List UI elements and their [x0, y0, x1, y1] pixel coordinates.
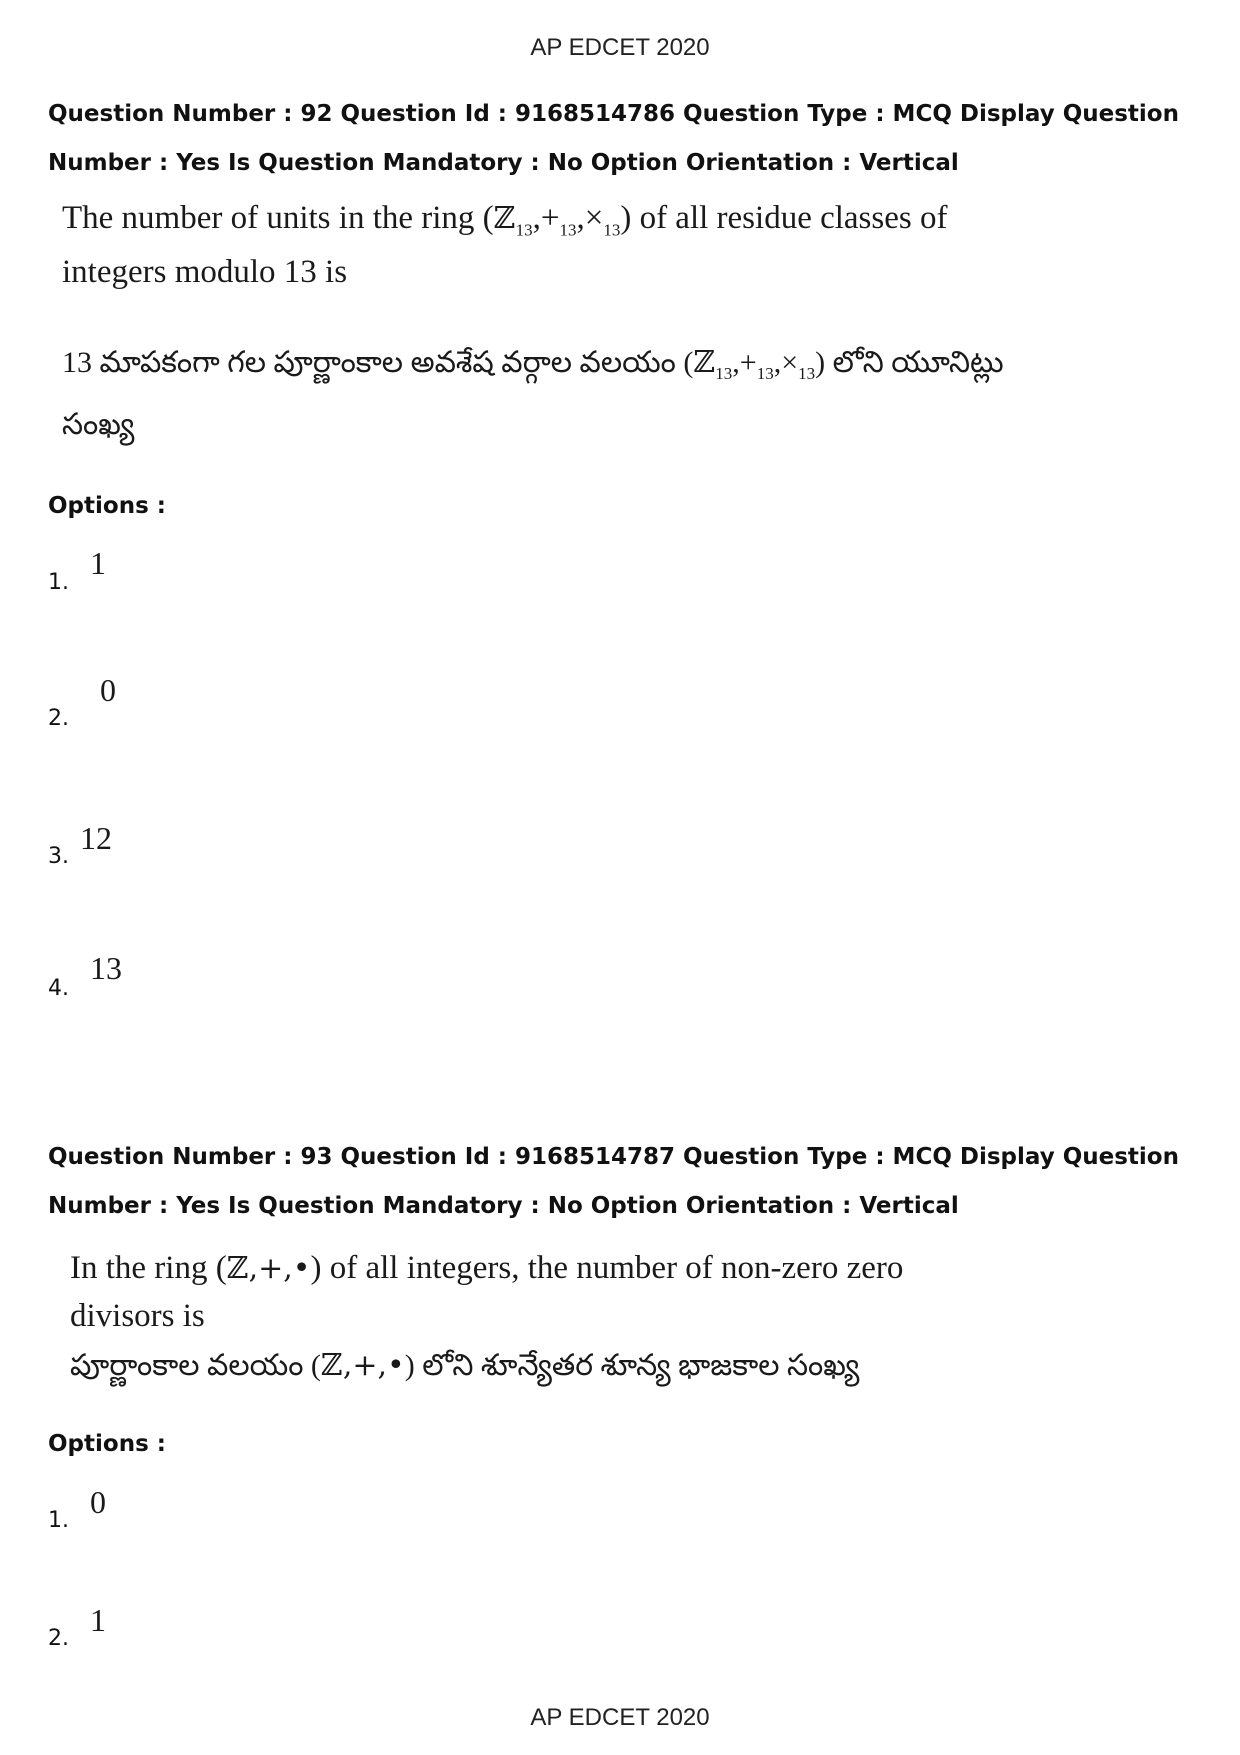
question-92-text-te-line2: సంఖ్య [62, 408, 135, 441]
question-92-options-label: Options : [48, 493, 166, 519]
question-92-option-2-number: 2. [48, 706, 69, 731]
page-header: AP EDCET 2020 [530, 34, 710, 61]
question-93-meta-line2: Number : Yes Is Question Mandatory : No Option Orientation : Vertical [48, 1193, 959, 1219]
question-92-option-4-number: 4. [48, 976, 69, 1001]
question-92-text-en-line2: integers modulo 13 is [62, 254, 348, 290]
question-92-text-en-line1: The number of units in the ring $(ℤ_{13},+_{13},\times_{13})$ of all residue classes of [62, 200, 948, 240]
question-93-text-te: పూర్ణాంకాల వలయం (ℤ,+,•) లోని శూన్యేతర శూన్య భాజకాల సంఖ్య [70, 1348, 860, 1383]
question-93-option-1-number: 1. [48, 1508, 69, 1533]
question-92-option-4-value: 13 [90, 950, 122, 986]
question-92-meta-line1: Question Number : 92 Question Id : 9168514786 Question Type : MCQ Display Question [48, 101, 1179, 127]
question-92-option-2-value: 0 [100, 672, 116, 708]
question-92-option-3-value: 12 [80, 820, 112, 856]
question-93-option-1-value: 0 [90, 1484, 106, 1520]
question-93-option-2-value: 1 [90, 1602, 106, 1638]
question-92-option-1-value: 1 [90, 545, 106, 581]
question-92-meta-line2: Number : Yes Is Question Mandatory : No Option Orientation : Vertical [48, 150, 959, 176]
question-92-text-te-line1: 13 మాపకంగా గల పూర్ణాంకాల అవశేష వర్గాల వలయం $(ℤ_{13},+_{13},\times_{13})$ లోని యూనిట్లు [62, 345, 1004, 383]
question-93-text-en-line1: In the ring (ℤ,+,•) of all integers, the number of non-zero zero [70, 1250, 904, 1286]
question-93-option-2-number: 2. [48, 1626, 69, 1651]
question-93-options-label: Options : [48, 1431, 166, 1457]
question-92-meta [48, 90, 1198, 188]
question-93-text-en-line2: divisors is [70, 1298, 205, 1334]
question-92-option-3-number: 3. [48, 844, 69, 869]
question-93-meta-line1: Question Number : 93 Question Id : 9168514787 Question Type : MCQ Display Question [48, 1144, 1179, 1170]
page-footer: AP EDCET 2020 [530, 1704, 710, 1731]
question-93-meta [48, 1133, 1198, 1231]
question-92-option-1-number: 1. [48, 570, 69, 595]
